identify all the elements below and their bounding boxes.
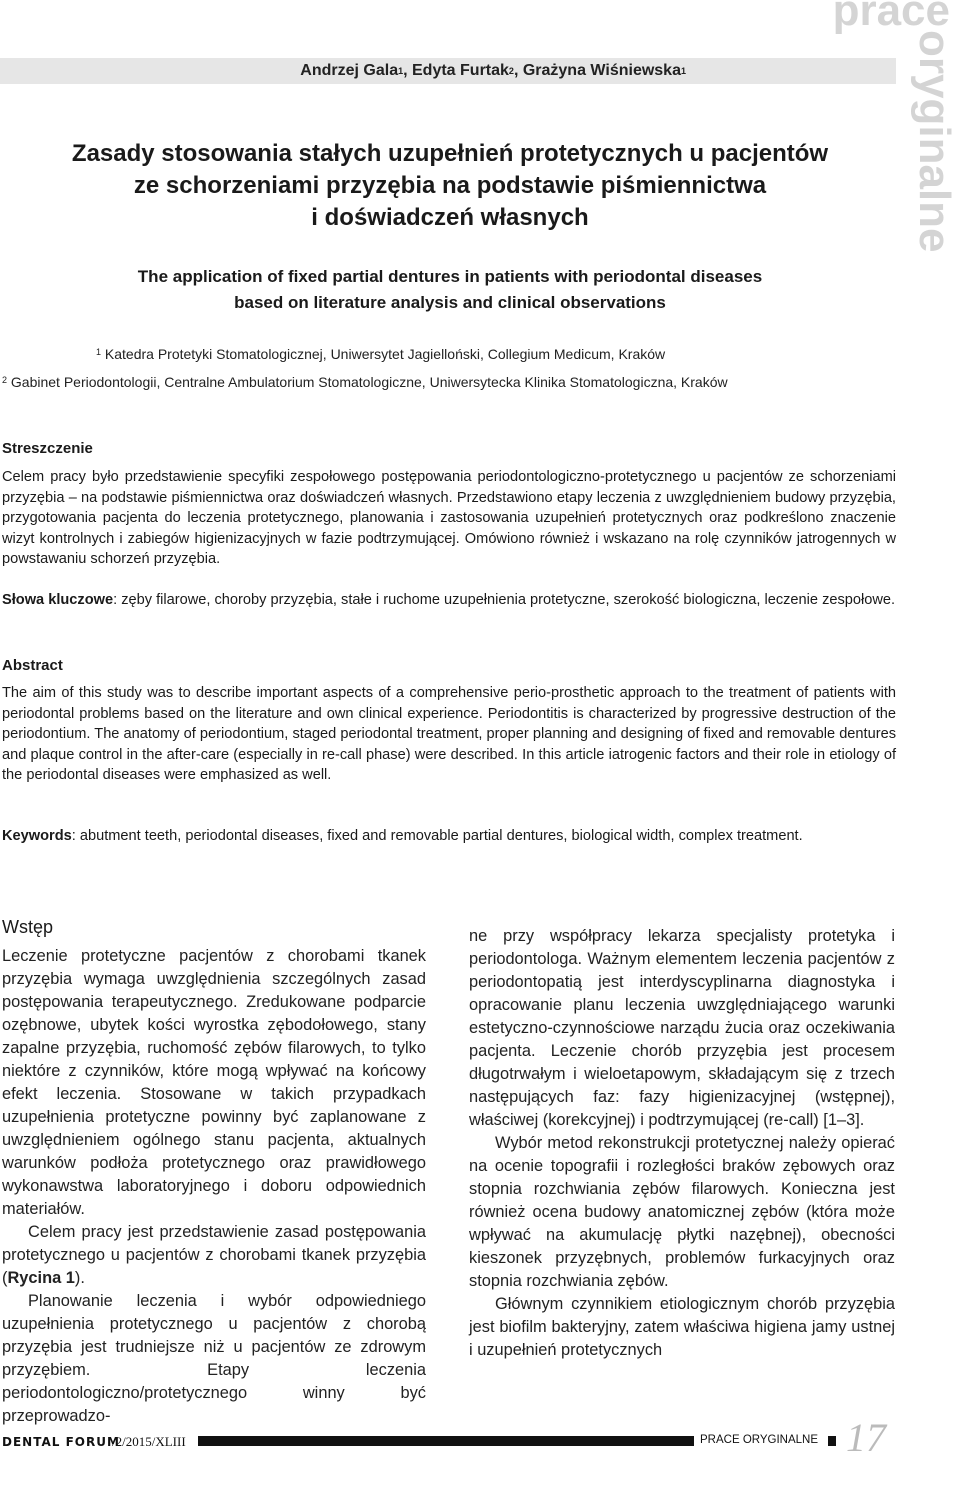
author-list bbox=[0, 58, 686, 84]
title-english bbox=[20, 264, 880, 316]
author-affiliation-mark: 2 bbox=[508, 66, 514, 76]
footer-section-label: PRACE ORYGINALNE bbox=[700, 1434, 819, 1446]
body-column-left bbox=[2, 945, 426, 1428]
journal-issue: /2/2015/XLIII bbox=[112, 1434, 186, 1449]
title-line: The application of fixed partial dentures in patients with periodontal diseases bbox=[137, 267, 763, 286]
figure-reference-link[interactable]: Rycina 1 bbox=[7, 1269, 75, 1287]
body-column-right bbox=[469, 925, 895, 1362]
abstract-heading: Abstract bbox=[2, 657, 63, 674]
body-paragraph bbox=[2, 1221, 426, 1290]
keywords-text: : abutment teeth, periodontal diseases, fixed and removable partial dentures, biological width, complex treatment. bbox=[71, 828, 803, 844]
body-paragraph: Wybór metod rekonstrukcji protetycznej należy opierać na ocenie topografii i rozległości braków zębowych oraz stopnia rozchwiania zębów filarowych. Konieczna jest również ocena budowy anatomicznej zębów (która może wpływać na akumulację płytki nazębnej), obecności kieszonek przyzębnych, problemów furkacyjnych oraz stopnia rozchwiania zębów. bbox=[469, 1134, 895, 1290]
keywords-label: Keywords bbox=[2, 828, 72, 844]
affiliation-number: 1 bbox=[96, 347, 102, 357]
author-name: Andrzej Gala bbox=[300, 62, 399, 79]
affiliation-text: Katedra Protetyki Stomatologicznej, Uniwersytet Jagielloński, Collegium Medicum, Kraków bbox=[104, 346, 666, 362]
streszczenie-heading: Streszczenie bbox=[2, 440, 93, 457]
body-paragraph: Głównym czynnikiem etiologicznym chorób przyzębia jest biofilm bakteryjny, zatem właściwa higiena jamy ustnej i uzupełnień protetycznych bbox=[469, 1295, 895, 1359]
affiliation-2 bbox=[2, 372, 728, 392]
footer-rule bbox=[198, 1436, 694, 1446]
author-name: , Edyta Furtak bbox=[403, 62, 509, 79]
abstract-text: The aim of this study was to describe important aspects of a comprehensive perio-prosthetic approach to the treatment of patients with periodontal problems based on the literature and own clinical experience. Periodontitis is characterized by progressive destruction of the periodontium. The anatomy of periodontium, staged periodontal treatment, proper planning and designing of fixed and removable dentures and plaque control in the after-care (especially in re-call phase) were described. In this article iatrogenic factors and their role in etiology of the periodontal diseases were emphasized as well. bbox=[2, 685, 896, 783]
section-heading-wstep: Wstęp bbox=[2, 917, 54, 937]
affiliation-number: 2 bbox=[2, 375, 8, 385]
slowa-kluczowe bbox=[2, 590, 896, 611]
body-text: ). bbox=[74, 1269, 85, 1287]
author-affiliation-mark: 1 bbox=[680, 66, 686, 76]
body-text: Celem pracy jest przedstawienie zasad postępowania protetycznego u pacjentów z chorobami tkanek przyzębia ( bbox=[2, 1223, 426, 1287]
keywords bbox=[2, 826, 896, 847]
corner-prace-label: prace bbox=[832, 0, 950, 35]
streszczenie-text: Celem pracy było przedstawienie specyfiki zespołowego postępowania periodontologiczno-protetycznego u pacjentów ze schorzeniami przyzębia – na podstawie piśmiennictwa oraz doświadczeń własnych. Przedstawiono etapy leczenia z uwzględnieniem budowy przyzębia, przygotowania pacjenta do leczenia protetycznego, planowania i zastosowania uzupełnień protetycznych oraz podkreślono znaczenie wizyt kontrolnych i zabiegów higienizacyjnych w fazie podtrzymującej. Omówiono również i wskazano na rolę czynników jatrogennych w powstawaniu schorzeń przyzębia. bbox=[2, 469, 896, 567]
affiliation-text: Gabinet Periodontologii, Centralne Ambulatorium Stomatologiczne, Uniwersytecka Klinika Stomatologiczna, Kraków bbox=[10, 374, 728, 390]
slowa-kluczowe-label: Słowa kluczowe bbox=[2, 592, 114, 608]
affiliation-1 bbox=[96, 344, 665, 364]
journal-brand: DENTAL FORUM bbox=[2, 1435, 120, 1449]
author-affiliation-mark: 1 bbox=[398, 66, 404, 76]
slowa-kluczowe-text: : zęby filarowe, choroby przyzębia, stałe i ruchome uzupełnienia protetyczne, szerokość biologiczna, leczenie zespołowe. bbox=[113, 592, 896, 608]
corner-oryginalne-label: oryginalne bbox=[910, 30, 959, 253]
title-line: Zasady stosowania stałych uzupełnień protetycznych u pacjentów bbox=[71, 140, 829, 167]
body-paragraph: ne przy współpracy lekarza specjalisty protetyka i periodontologa. Ważnym elementem leczenia pacjentów z periodontopatią jest interdyscyplinarna diagnostyka i opracowanie planu leczenia uwzględniającego warunki estetyczno-czynnościowe narządu żucia oraz oczekiwania pacjenta. Leczenie chorób przyzębia jest procesem długotrwałym i wieloetapowym, składającym się z trzech następujących faz: fazy higienizacyjnej (wstępnej), właściwej (korekcyjnej) i podtrzymującej (re-call) [1–3]. bbox=[469, 927, 895, 1129]
title-line: i doświadczeń własnych bbox=[311, 204, 589, 231]
body-paragraph: Planowanie leczenia i wybór odpowiedniego uzupełnienia protetycznego u pacjentów z chorobą przyzębia jest trudniejsze niż u pacjentów ze zdrowym przyzębiem. Etapy leczenia periodontologiczno/protetycznego winny być przeprowadzo- bbox=[2, 1292, 426, 1425]
footer-rule-end bbox=[828, 1436, 836, 1446]
body-paragraph: Leczenie protetyczne pacjentów z chorobami tkanek przyzębia wymaga uwzględnienia szczególnych zasad postępowania terapeutycznego. Zredukowane podparcie ozębnowe, ubytek kości wyrostka zębodołowego, stany zapalne przyzębia, ruchomość zębów filarowych, to tylko niektóre z czynników, które mogą wpływać na końcowy efekt leczenia. Stosowane w takich przypadkach uzupełnienia protetyczne powinny być zaplanowane z uwzględnieniem ogólnego stanu pacjenta, aktualnych warunków podłoża protetycznego oraz prawidłowego wykonawstwa laboratoryjnego i doboru odpowiednich materiałów. bbox=[2, 947, 426, 1218]
author-name: , Grażyna Wiśniewska bbox=[513, 62, 681, 79]
page-number: 17 bbox=[846, 1415, 886, 1460]
title-polish bbox=[20, 138, 880, 234]
title-line: based on literature analysis and clinical observations bbox=[234, 293, 666, 312]
title-line: ze schorzeniami przyzębia na podstawie piśmiennictwa bbox=[133, 172, 767, 199]
